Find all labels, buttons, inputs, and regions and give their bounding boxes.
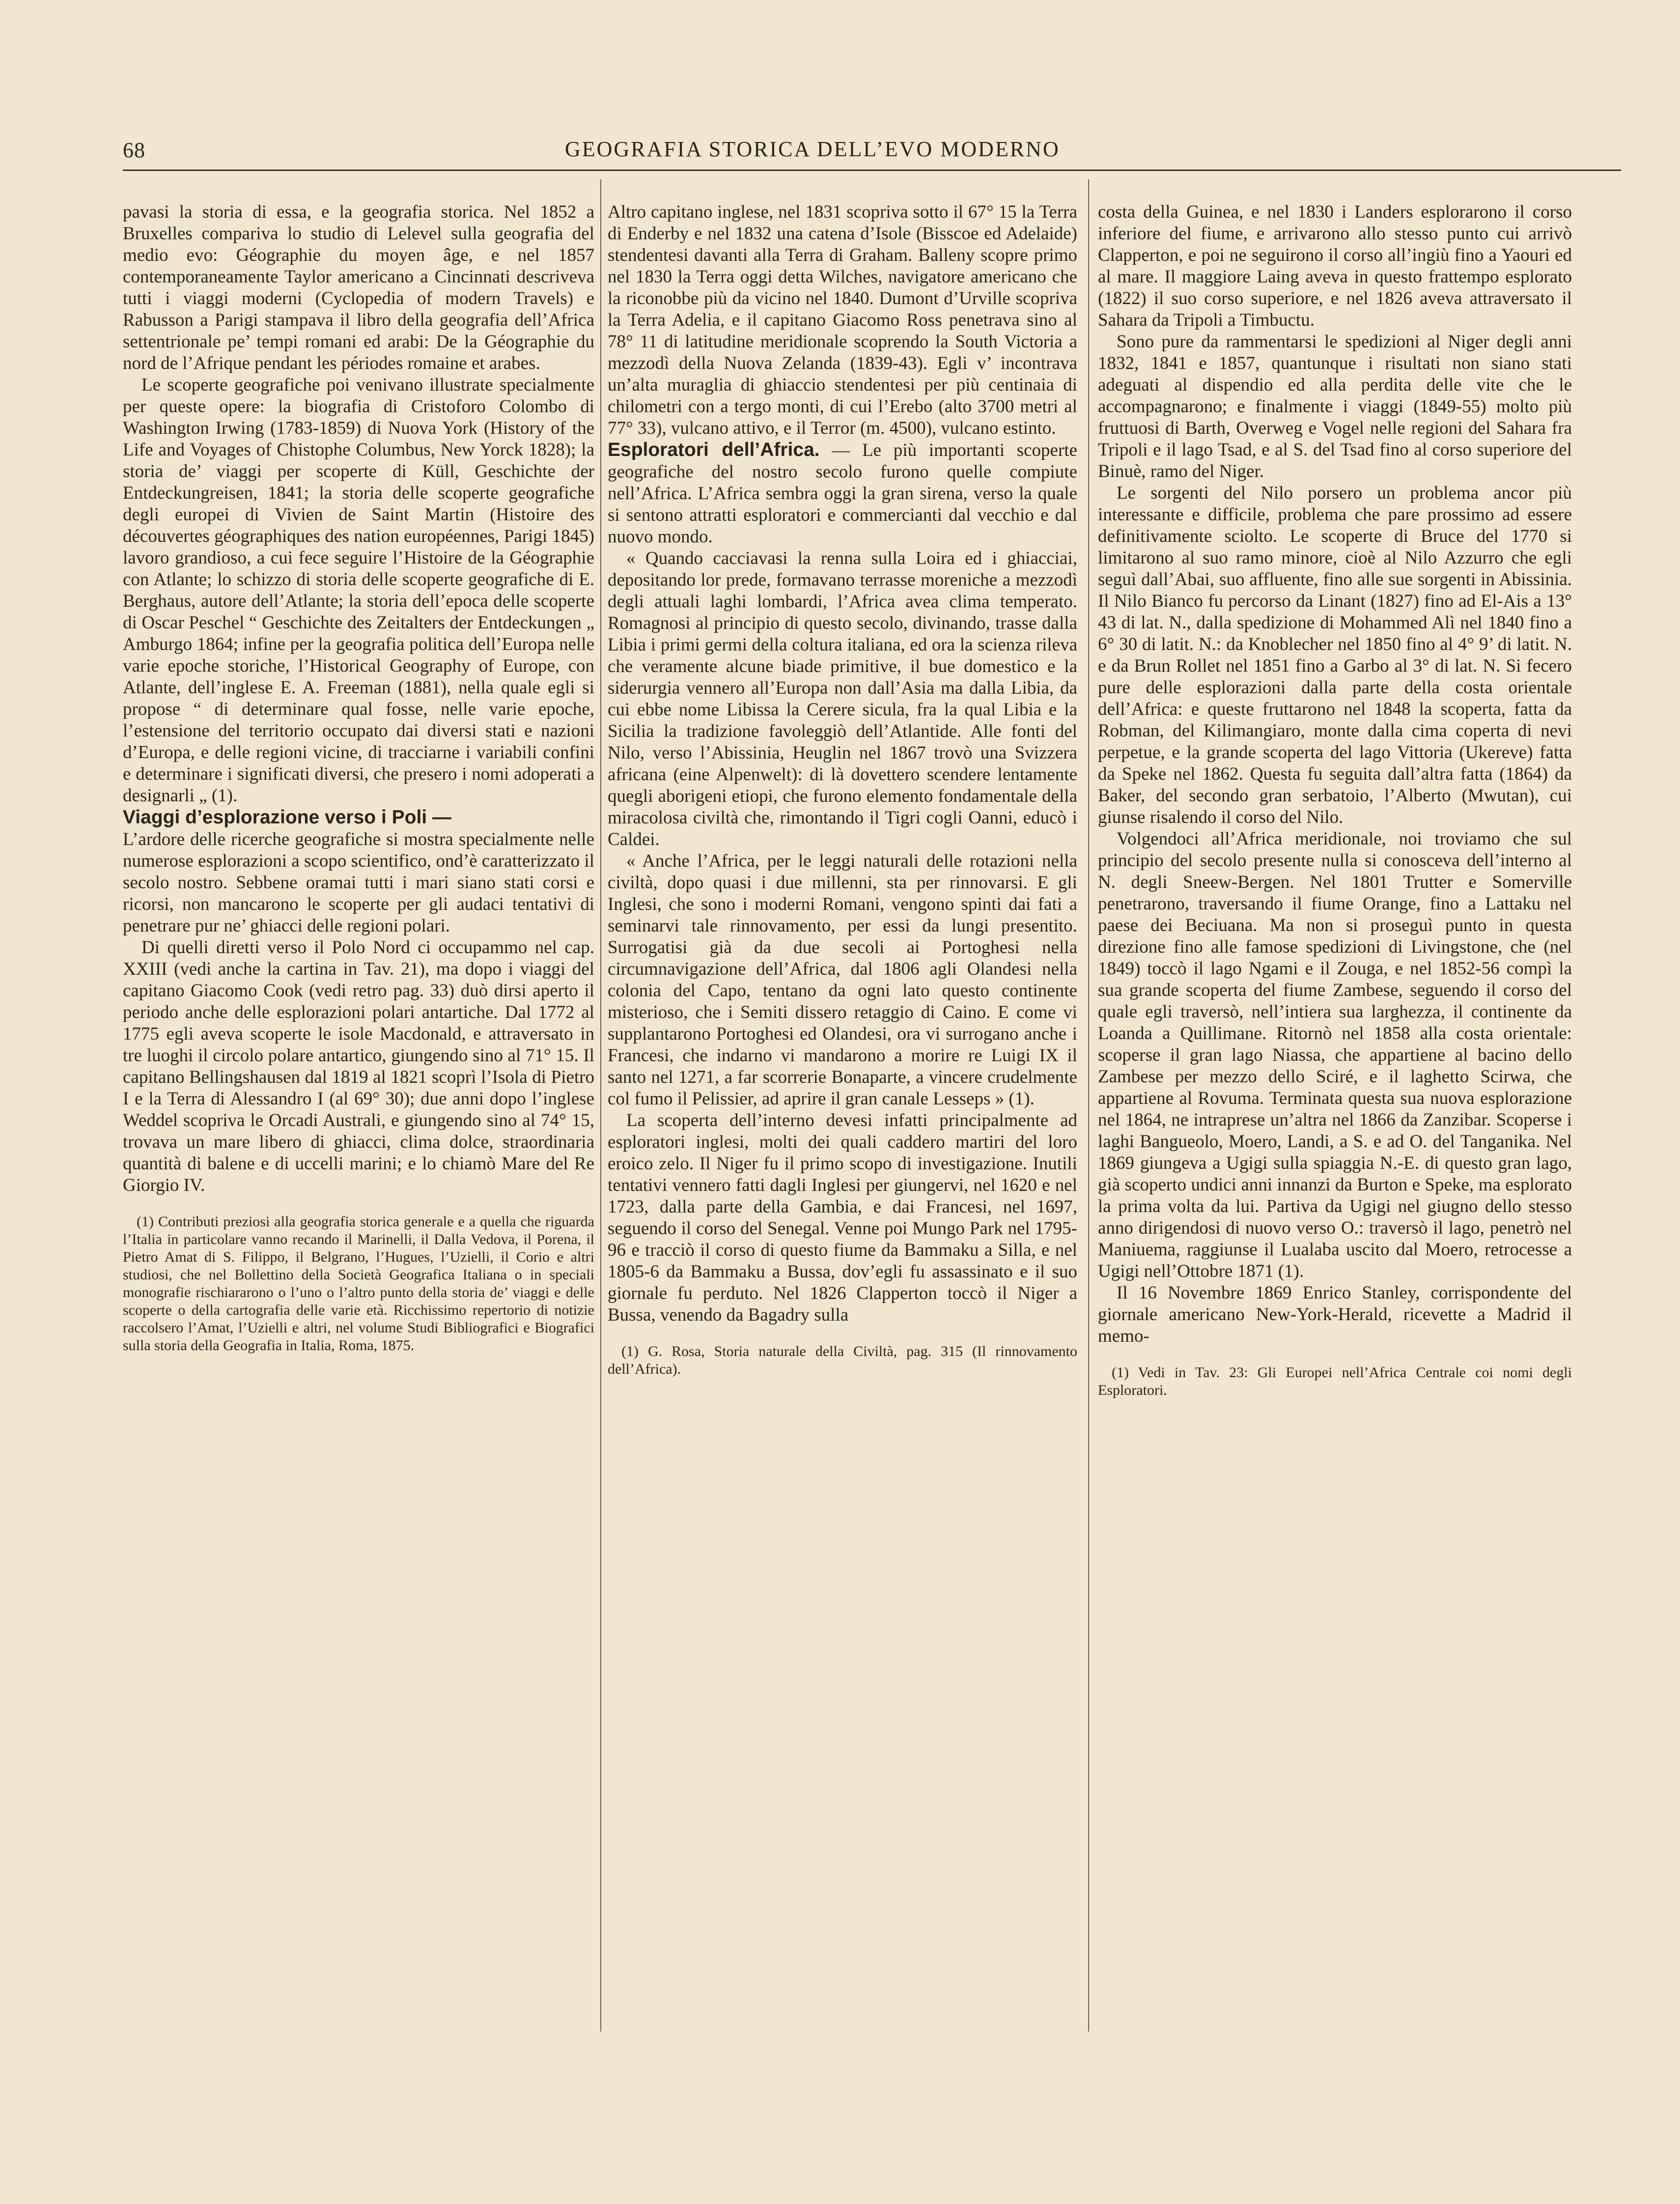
footnotes [1098, 1364, 1572, 1399]
paragraph: « Anche l’Africa, per le leggi naturali delle rotazioni nella civiltà, dopo quasi i due millenni, sta per rinnovarsi. E gli Inglesi, che sono i moderni Romani, vengono spinti dai fati a seminarvi tale rinnovamento, per essi da lungi presentito. Surrogatisi già da due secoli ai Portoghesi nella circumnavigazione dell’Africa, dal 1806 agli Olandesi nella colonia del Capo, tentano da ogni lato questo continente misterioso, che i Semiti dissero retaggio di Caino. E come vi supplantarono Portoghesi ed Olandesi, ora vi surrogano anche i Francesi, che indarno vi mandarono a morire re Luigi IX il santo nel 1271, a far scorrerie Bonaparte, a vincere crudelmente col fumo il Pelissier, ad aprire il gran canale Lesseps » (1). [608, 851, 1077, 1109]
header-rule [123, 170, 1621, 171]
paragraph: « Quando cacciavasi la renna sulla Loira ed i ghiacciai, depositando lor prede, formavano terrasse moreniche a mezzodì degli attuali laghi lombardi, l’Africa avea clima temperato. Romagnosi al principio di questo secolo, divinando, trasse dalla Libia i primi germi della coltura italiana, ed ora la scienza rileva che veramente alcune biade primitive, il bue domestico e la siderurgia vennero all’Europa non dall’Asia ma dalla Libia, da cui ebbe nome Libissa la Cerere sicula, fra la qual Libia e la Sicilia la tradizione favoleggiò dell’Atlantide. Alle fonti del Nilo, verso l’Abissinia, Heuglin nel 1867 trovò una Svizzera africana (eine Alpenwelt): di là dovettero scendere lentamente quegli aborigeni etiopi, che furono elemento fondamentale della miracolosa civiltà che, rimontando il Tigri cogli Oanni, educò i Caldei. [608, 548, 1077, 849]
column-3 [1098, 201, 1572, 1399]
paragraph: Volgendoci all’Africa meridionale, noi troviamo che sul principio del secolo presente nulla si conosceva dell’interno al N. degli Sneew-Bergen. Nel 1801 Trutter e Somerville penetrarono, traversando il fiume Orange, fino a Lattaku nel paese dei Beciuana. Ma non si proseguì punto in questa direzione fino alle famose spedizioni di Livingstone, che (nel 1849) toccò il lago Ngami e il Zouga, e nel 1852-56 compì la sua grande scoperta del fiume Zambese, seguendo il corso del quale egli traversò, nell’intiera sua larghezza, il continente da Loanda a Quillimane. Ritornò nel 1858 alla costa orientale: scoperse il gran lago Niassa, che appartiene al bacino dello Zambese per mezzo dello Sciré, e il laghetto Scirwa, che appartiene al Rovuma. Terminata questa sua nuova esplorazione nel 1864, ne intraprese un’altra nel 1866 da Zanzibar. Scoperse i laghi Bangueolo, Moero, Landi, a S. e ad O. del Tanganika. Nel 1869 giungeva a Ugigi sulla spiaggia N.-E. di questo gran lago, già scoperto undici anni innanzi da Burton e Speke, ma esplorato la prima volta da lui. Partiva da Ugigi nel giugno dello stesso anno dirigendosi di nuovo verso O.: traversò il lago, penetrò nel Maniuema, raggiunse il Lualaba uscito dal Moero, retrocesse a Ugigi nell’Ottobre 1871 (1). [1098, 829, 1572, 1281]
footnotes [608, 1343, 1077, 1378]
column-divider-2 [1088, 179, 1089, 2032]
column-1 [123, 201, 594, 1355]
paragraph: Sono pure da rammentarsi le spedizioni al Niger degli anni 1832, 1841 e 1857, quantunque i risultati non siano stati adeguati al dispendio ed alla perdita delle vite che le accompagnarono; e finalmente i viaggi (1849-55) molto più fruttuosi di Barth, Overweg e Vogel nelle regioni del Sahara fra Tripoli e il lago Tsad, e al S. del Tsad fino al corso superiore del Binuè, ramo del Niger. [1098, 332, 1572, 481]
section-heading-text: Esploratori dell’Africa. [608, 439, 820, 460]
footnote: (1) Contributi preziosi alla geografia storica generale e a quella che riguarda l’Italia in particolare vanno recando il Marinelli, il Dalla Vedova, il Porena, il Pietro Amat di S. Filippo, il Belgrano, l’Hugues, l’Uzielli, il Corio e altri studiosi, che nel Bollettino della Società Geografica Italiana o in speciali monografie rischiararono o l’uno o l’altro punto della storia de’ viaggi e delle scoperte o della cartografia delle varie età. Ricchissimo repertorio di notizie raccolsero l’Amat, l’Uzielli e altri, nel volume Studi Bibliografici e Biografici sulla storia della Geografia in Italia, Roma, 1875. [123, 1214, 594, 1354]
paragraph: costa della Guinea, e nel 1830 i Landers esplorarono il corso inferiore del fiume, e arrivarono allo stesso punto cui arrivò Clapperton, e poi ne seguirono il corso all’ingiù fino a Yaouri ed al mare. Il maggiore Laing aveva in questo frattempo esplorato (1822) il suo corso superiore, e nel 1826 aveva attraversato il Sahara da Tripoli a Timbuctu. [1098, 202, 1572, 330]
footnote: (1) G. Rosa, Storia naturale della Civiltà, pag. 315 (Il rinnovamento dell’Africa). [608, 1343, 1077, 1377]
footnote: (1) Vedi in Tav. 23: Gli Europei nell’Africa Centrale coi nomi degli Esploratori. [1098, 1364, 1572, 1398]
section-heading-text: Viaggi d’esplorazione verso i Poli — [123, 807, 451, 828]
footnotes [123, 1213, 594, 1355]
paragraph: La scoperta dell’interno devesi infatti principalmente ad esploratori inglesi, molti dei quali caddero martiri del loro eroico zelo. Il Niger fu il primo scopo di investigazione. Inutili tentativi vennero fatti dagli Inglesi per giungervi, nel 1620 e nel 1723, dalla parte della Gambia, e dai Francesi, nel 1697, seguendo il corso del Senegal. Venne poi Mungo Park nel 1795-96 e tracciò il corso di questo fiume da Bammaku a Silla, e nel 1805-6 da Bammaku a Bussa, dov’egli fu assassinato e il suo giornale fu perduto. Nel 1826 Clapperton toccò il Niger a Bussa, venendo da Bagadry sulla [608, 1110, 1077, 1325]
paragraph: Le sorgenti del Nilo porsero un problema ancor più interessante e difficile, problema che pare prossimo ad essere definitivamente sciolto. Le scoperte di Bruce del 1770 si limitarono al suo ramo minore, cioè al Nilo Azzurro che egli seguì dall’Abai, suo affluente, fino alle sue sorgenti in Abissinia. Il Nilo Bianco fu percorso da Linant (1827) fino ad El-Ais a 13° 43 di lat. N., dalla spedizione di Mohammed Alì nel 1840 fino a 6° 30 di latit. N.: da Knoblecher nel 1850 fino al 4° 9’ di latit. N. e da Brun Rollet nel 1851 fino a Garbo al 3° di lat. N. Si fecero pure delle esplorazioni dalla parte della costa orientale dell’Africa: e queste fruttarono nel 1848 la scoperta, fatta da Robman, del Kilimangiaro, monte dalla cima coperta di nevi perpetue, e la grande scoperta del lago Vittoria (Ukereve) fatta da Speke nel 1862. Questa fu seguita dall’altra fatta (1864) da Baker, del secondo gran serbatoio, l’Alberto (Mwutan), cui giunse risalendo il corso del Nilo. [1098, 483, 1572, 827]
page-header [123, 128, 1149, 167]
column-2 [608, 201, 1077, 1378]
paragraph: Le scoperte geografiche poi venivano illustrate specialmente per queste opere: la biografia di Cristoforo Colombo di Washington Irwing (1783-1859) di Nuova York (History of the Life and Voyages of Chistophe Columbus, New Yorck 1828); la storia de’ viaggi per scoperte di Küll, Geschichte der Entdeckungreisen, 1841; la storia delle scoperte geografiche degli europei di Vivien de Saint Martin (Histoire des découvertes géographiques des nation européennes, Parigi 1845) lavoro grandioso, a cui fece seguire l’Histoire de la Géographie con Atlante; lo schizzo di storia delle scoperte geografiche di E. Berghaus, autore dell’Atlante; la storia dell’epoca delle scoperte di Oscar Peschel “ Geschichte des Zeitalters der Entdeckungen „ Amburgo 1864; infine per la geografia politica dell’Europa nelle varie epoche storiche, l’Historical Geography of Europe, con Atlante, dell’inglese E. A. Freeman (1881), nella quale egli si propose “ di determinare qual fosse, nelle varie epoche, l’estensione del territorio occupato dai diversi stati e nazioni d’Europa, e delle regioni vicine, di tracciarne i variabili confini e determinare i significati diversi, che presero i nomi adoperati a designarli „ (1). [123, 375, 594, 806]
column-divider-1 [600, 179, 601, 2032]
paragraph: pavasi la storia di essa, e la geografia storica. Nel 1852 a Bruxelles compariva lo studio di Lelevel sulla geografia del medio evo: Géographie du moyen âge, e nel 1857 contemporaneamente Taylor americano a Cincinnati descriveva tutti i viaggi moderni (Cyclopedia of modern Travels) e Rabusson a Parigi stampava il libro della geografia dell’Africa settentrionale pe’ tempi romani ed arabi: De la Géographie du nord de l’Afrique pendant les périodes romaine et arabes. [123, 202, 594, 373]
paragraph: L’ardore delle ricerche geografiche si mostra specialmente nelle numerose esplorazioni a scopo scientifico, ond’è caratterizzato il secolo nostro. Sebbene oramai tutti i mari siano stati corsi e ricorsi, non mancarono le scoperte per gli audaci tentativi di penetrare pur ne’ ghiacci delle regioni polari. [123, 829, 594, 936]
paragraph: Di quelli diretti verso il Polo Nord ci occupammo nel cap. XXIII (vedi anche la cartina in Tav. 21), ma dopo i viaggi del capitano Giacomo Cook (vedi retro pag. 33) duò dirsi aperto il periodo anche delle esplorazioni polari antartiche. Dal 1772 al 1775 egli aveva scoperte le isole Macdonald, e attraversato in tre luoghi il circolo polare antartico, giungendo sino al 71° 15. Il capitano Bellingshausen dal 1819 al 1821 scoprì l’Isola di Pietro I e la Terra di Alessandro I (al 69° 30); due anni dopo l’inglese Weddel scopriva le Orcadi Australi, e giungendo sino al 74° 15, trovava un mare libero di ghiacci, clima dolce, straordinaria quantità di balene e di uccelli marini; e lo chiamò Mare del Re Giorgio IV. [123, 937, 594, 1195]
paragraph-lead: — Le più importanti scoperte geografiche del nostro secolo furono quelle compiute nell’Africa. L’Africa sembra oggi la gran sirena, verso la quale si sentono attratti esploratori e commercianti dal vecchio e dal nuovo mondo. [608, 440, 1078, 547]
paragraph: Altro capitano inglese, nel 1831 scopriva sotto il 67° 15 la Terra di Enderby e nel 1832 una catena d’Isole (Bisscoe ed Adelaide) stendentesi davanti alla Terra di Graham. Balleny scopre primo nel 1830 la Terra oggi detta Wilches, navigatore americano che la riconobbe più da vicino nel 1840. Dumont d’Urville scopriva la Terra Adelia, e il capitano Giacomo Ross penetrava sino al 78° 11 di latitudine meridionale scoprendo la South Victoria a mezzodì della Nuova Zelanda (1839-43). Egli v’ incontrava un’alta muraglia di ghiaccio stendentesi per più centinaia di chilometri con a tergo monti, di cui l’Erebo (alto 3700 metri al 77° 33), vulcano attivo, e il Terror (m. 4500), vulcano estinto. [608, 202, 1077, 438]
paragraph: Il 16 Novembre 1869 Enrico Stanley, corrispondente del giornale americano New-York-Herald, ricevette a Madrid il memo- [1098, 1283, 1572, 1346]
running-head: GEOGRAFIA STORICA DELL’EVO MODERNO [565, 137, 1060, 161]
page-number: 68 [123, 138, 145, 162]
